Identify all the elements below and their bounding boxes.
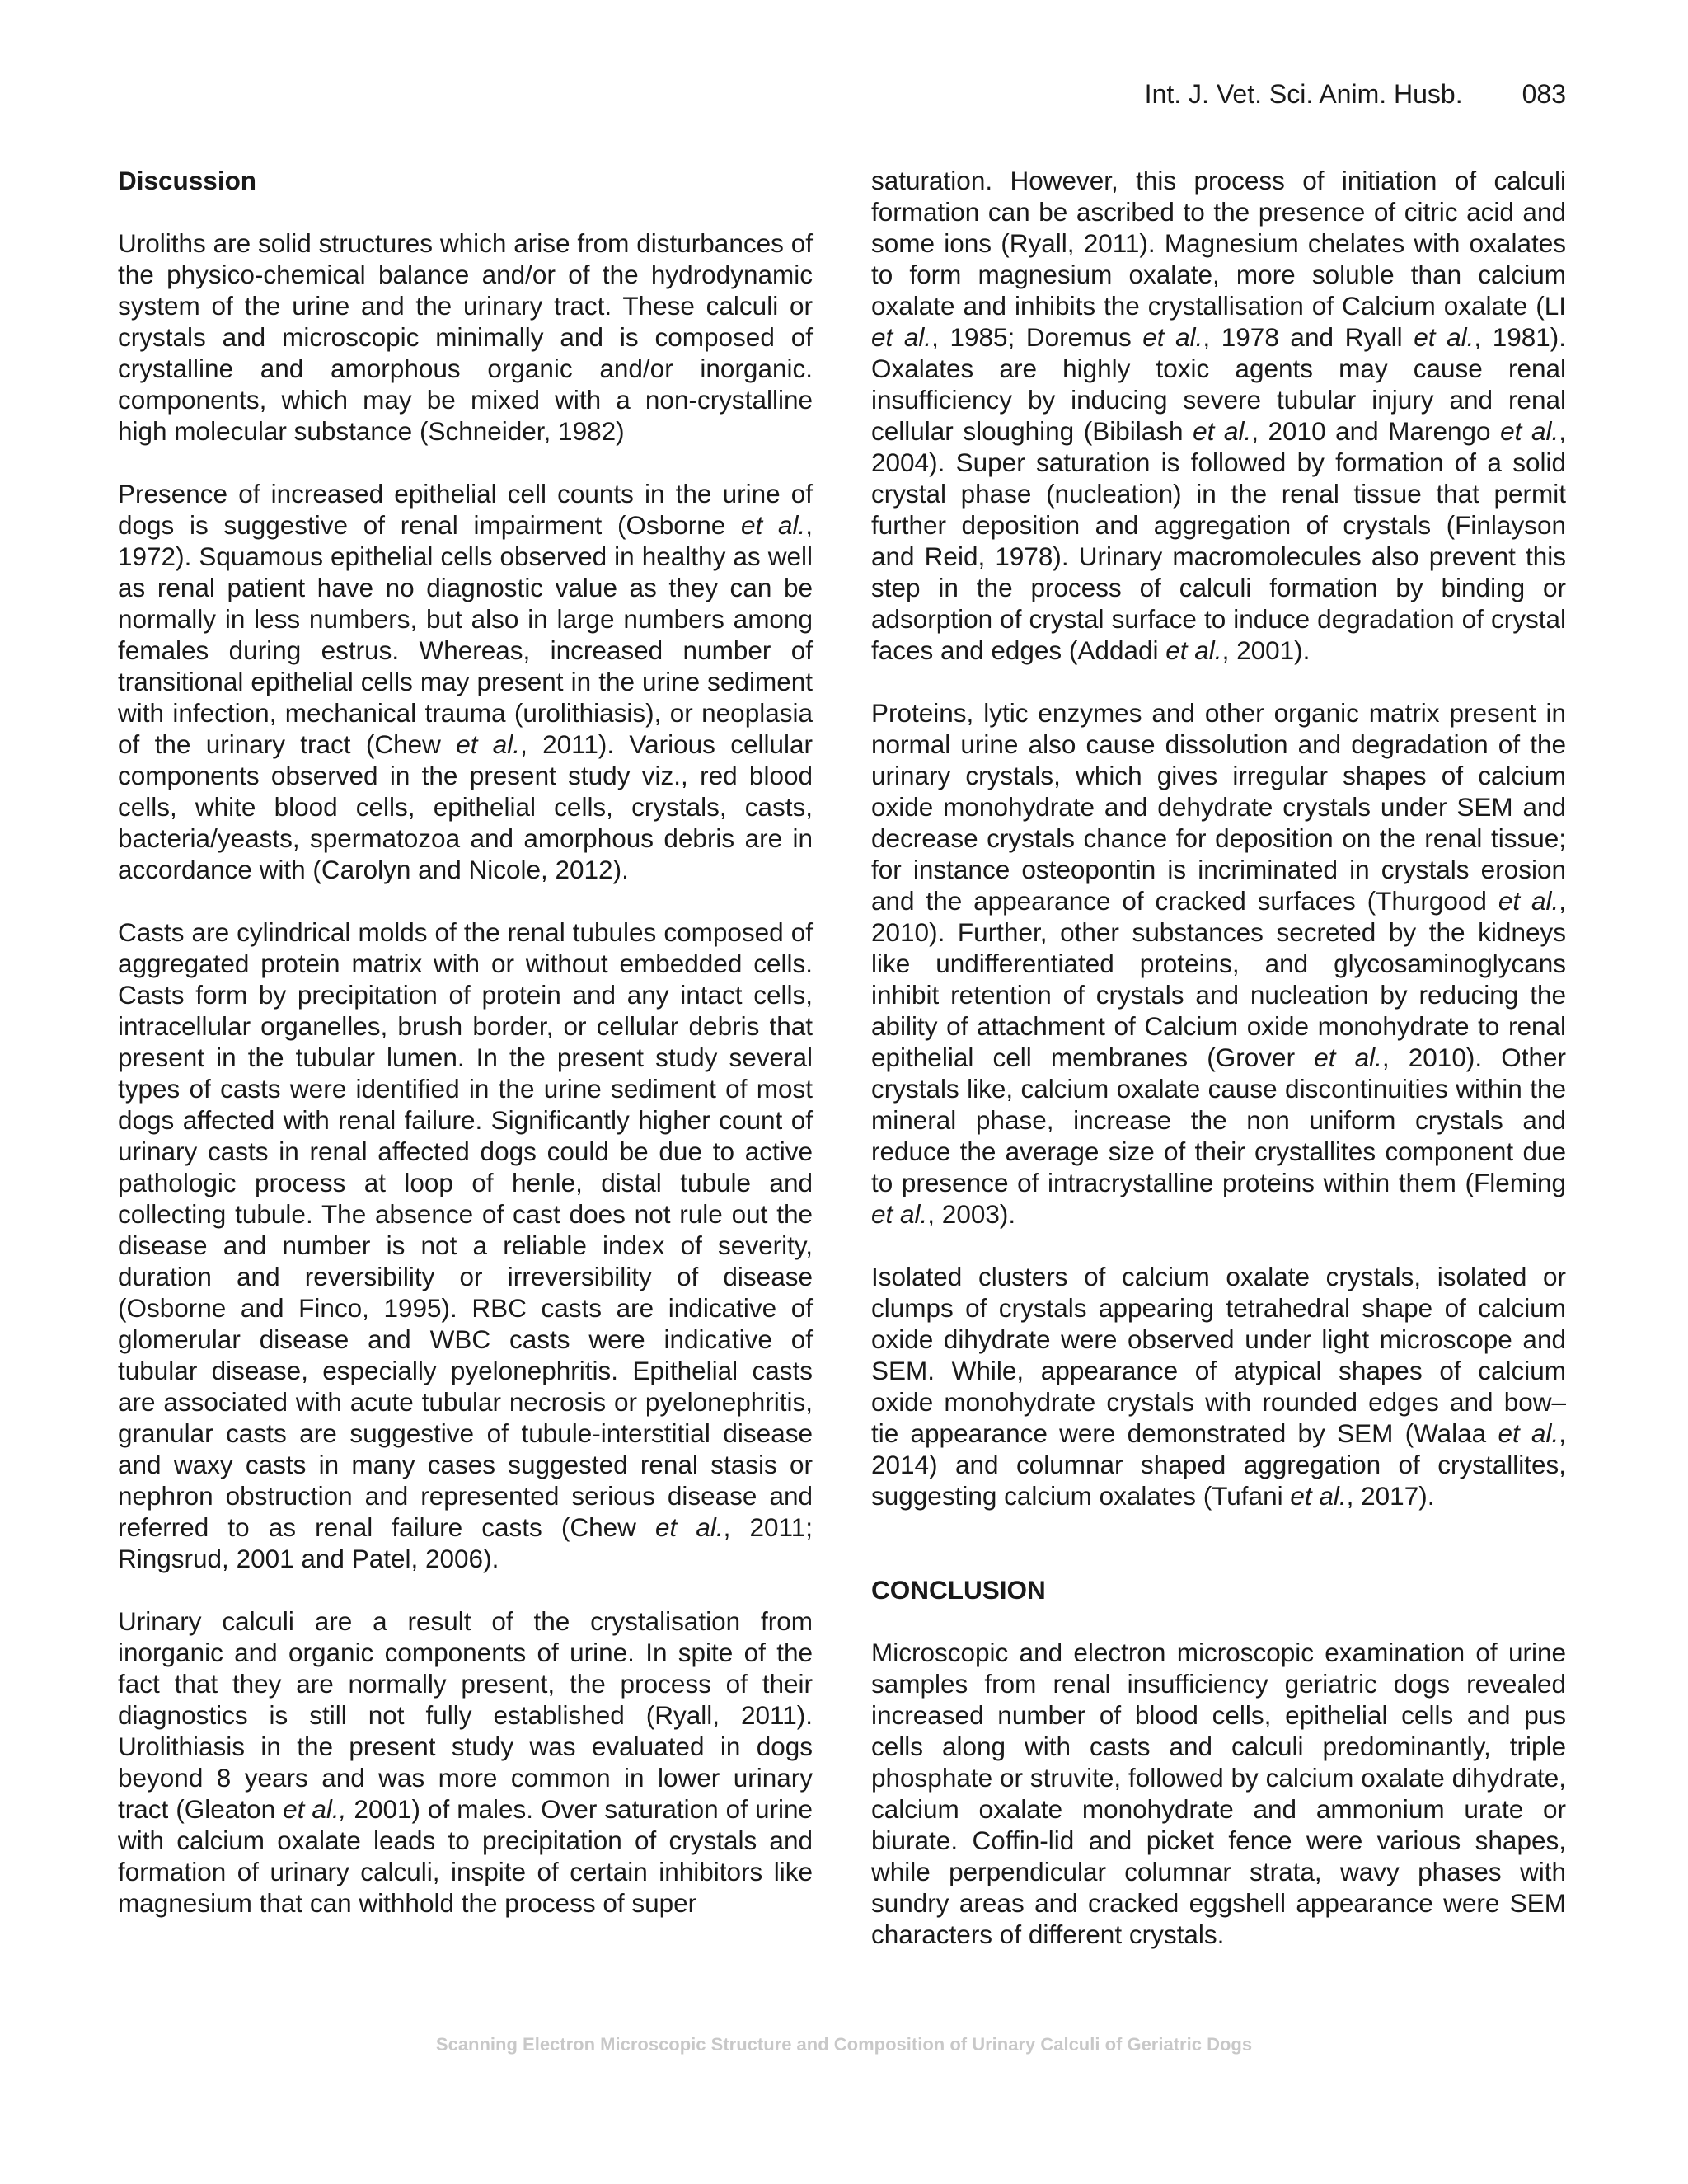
text-run: Casts are cylindrical molds of the renal tubules composed of aggregated protein matrix with or without embedded cells. Casts form by precipitation of protein and any intact cells, intracellular organelles, brush border, or cellular debris that present in the tubular lumen. In the present study several types of casts were identified in the urine sediment of most dogs affected with renal failure. Significantly higher count of urinary casts in renal affected dogs could be due to active pathologic process at loop of henle, distal tubule and collecting tubule. The absence of cast does not rule out the disease and number is not a reliable index of severity, duration and reversibility or irreversibility of disease (Osborne and Finco, 1995). RBC casts are indicative of glomerular disease and WBC casts were indicative of tubular disease, especially pyelonephritis. Epithelial casts are associated with acute tubular necrosis or pyelonephritis, granular casts are suggestive of tubule-interstitial disease and waxy casts in many cases suggested renal stasis or nephron obstruction and represented serious disease and referred to as renal failure casts (Chew bbox=[118, 917, 813, 1542]
conclusion-heading: CONCLUSION bbox=[871, 1575, 1046, 1605]
paragraph-isolated-clusters bbox=[871, 1261, 1566, 1511]
text-run: , 2017). bbox=[1346, 1481, 1435, 1511]
left-column bbox=[118, 165, 813, 1950]
citation-etal: et al. bbox=[1498, 886, 1559, 916]
text-run: , 2010 and Marengo bbox=[1251, 416, 1501, 446]
citation-etal: et al. bbox=[1414, 322, 1475, 352]
text-run: , 2004). Super saturation is followed by formation of a solid crystal phase (nucleation) in the renal tissue that permit further deposition and aggregation of crystals (Finlayson and Reid, 1978). Urinary macromolecules also prevent this step in the process of calculi formation by binding or adsorption of crystal surface to induce degradation of crystal faces and edges (Addadi bbox=[871, 416, 1566, 665]
text-run: , 1978 and Ryall bbox=[1203, 322, 1414, 352]
running-header bbox=[1145, 77, 1566, 110]
paragraph-saturation bbox=[871, 165, 1566, 666]
citation-etal: et al. bbox=[1142, 322, 1203, 352]
text-run: , 2010). Further, other substances secreted by the kidneys like undifferentiated proteins, and glycosaminoglycans inhibit retention of crystals and nucleation by reducing the ability of attachment of Calcium oxide monohydrate to renal epithelial cell membranes (Grover bbox=[871, 886, 1566, 1072]
text-run: , 2010). Other crystals like, calcium oxalate cause discontinuities within the mineral phase, increase the non uniform crystals and reduce the average size of their crystallites component due to presence of intracrystalline proteins within them (Fleming bbox=[871, 1043, 1566, 1197]
citation-etal: et al. bbox=[871, 322, 932, 352]
text-run: , 1981). Oxalates are highly toxic agents may cause renal insufficiency by inducing severe tubular injury and renal cellular sloughing (Bibilash bbox=[871, 322, 1567, 446]
citation-etal: et al. bbox=[654, 1512, 724, 1542]
text-run: , 1972). Squamous epithelial cells observed in healthy as well as renal patient have no diagnostic value as they can be normally in less numbers, but also in large numbers among females during estrus. Whereas, increased number of transitional epithelial cells may present in the urine sediment with infection, mechanical trauma (urolithiasis), or neoplasia of the urinary tract (Chew bbox=[118, 510, 813, 759]
citation-etal: et al. bbox=[1290, 1481, 1347, 1511]
citation-etal: et al. bbox=[1500, 416, 1559, 446]
citation-etal: et al. bbox=[456, 729, 521, 759]
paragraph-casts bbox=[118, 916, 813, 1574]
text-run: , 2014) and columnar shaped aggregation of crystallites, suggesting calcium oxalates (Tufani bbox=[871, 1418, 1566, 1511]
text-run: , 2003). bbox=[927, 1199, 1016, 1229]
text-run: , 1985; Doremus bbox=[931, 322, 1143, 352]
text-run: , 2011; Ringsrud, 2001 and Patel, 2006). bbox=[118, 1512, 813, 1573]
citation-etal: et al. bbox=[871, 1199, 928, 1229]
text-run: Presence of increased epithelial cell counts in the urine of dogs is suggestive of renal impairment (Osborne bbox=[118, 479, 813, 540]
paragraph-epithelial-cells bbox=[118, 478, 813, 885]
citation-etal: et al. bbox=[1314, 1043, 1382, 1072]
paragraph-proteins bbox=[871, 697, 1566, 1230]
citation-etal: et al. bbox=[1193, 416, 1252, 446]
journal-name: Int. J. Vet. Sci. Anim. Husb. bbox=[1144, 79, 1463, 109]
text-run: , 2011). Various cellular components observed in the present study viz., red blood cells, white blood cells, epithelial cells, crystals, casts, bacteria/yeasts, spermatozoa and amorphous debris are in accordance with (Carolyn and Nicole, 2012). bbox=[118, 729, 813, 884]
citation-etal: et al. bbox=[1498, 1418, 1559, 1448]
running-footer: Scanning Electron Microscopic Structure and Composition of Urinary Calculi of Geriatric Dogs bbox=[435, 2034, 1253, 2055]
text-run: , 2001). bbox=[1221, 635, 1311, 665]
page-number: 083 bbox=[1522, 79, 1566, 109]
citation-etal: et al., bbox=[283, 1794, 347, 1824]
text-run: Isolated clusters of calcium oxalate crystals, isolated or clumps of crystals appearing tetrahedral shape of calcium oxide dihydrate were observed under light microscope and SEM. While, appearance of atypical shapes of calcium oxide monohydrate crystals with rounded edges and bow–tie appearance were demonstrated by SEM (Walaa bbox=[871, 1262, 1566, 1448]
citation-etal: et al. bbox=[1165, 635, 1222, 665]
paragraph-urinary-calculi bbox=[118, 1605, 813, 1919]
text-run: saturation. However, this process of initiation of calculi formation can be ascribed to the presence of citric acid and some ions (Ryall, 2011). Magnesium chelates with oxalates to form magnesium oxalate, more soluble than calcium oxalate and inhibits the crystallisation of Calcium oxalate (LI bbox=[871, 166, 1566, 321]
paragraph-uroliths: Uroliths are solid structures which arise from disturbances of the physico-chemical balance and/or of the hydrodynamic system of the urine and the urinary tract. These calculi or crystals and microscopic minimally and is composed of crystalline and amorphous organic and/or inorganic. components, which may be mixed with a non-crystalline high molecular substance (Schneider, 1982) bbox=[118, 228, 813, 446]
discussion-heading: Discussion bbox=[118, 166, 257, 195]
text-run: 2001) of males. Over saturation of urine with calcium oxalate leads to precipitation of crystals and formation of urinary calculi, inspite of certain inhibitors like magnesium that can withhold the process of super bbox=[118, 1794, 814, 1918]
right-column bbox=[871, 165, 1566, 1981]
paragraph-conclusion: Microscopic and electron microscopic examination of urine samples from renal insufficiency geriatric dogs revealed increased number of blood cells, epithelial cells and pus cells along with casts and calculi predominantly, triple phosphate or struvite, followed by calcium oxalate dihydrate, calcium oxalate monohydrate and ammonium urate or biurate. Coffin-lid and picket fence were various shapes, while perpendicular columnar strata, wavy phases with sundry areas and cracked eggshell appearance were SEM characters of different crystals. bbox=[871, 1638, 1566, 1949]
text-run: Proteins, lytic enzymes and other organic matrix present in normal urine also cause dissolution and degradation of the urinary crystals, which gives irregular shapes of calcium oxide monohydrate and dehydrate crystals under SEM and decrease crystals chance for deposition on the renal tissue; for instance osteopontin is incriminated in crystals erosion and the appearance of cracked surfaces (Thurgood bbox=[871, 698, 1566, 916]
citation-etal: et al. bbox=[740, 510, 806, 540]
text-run: Urinary calculi are a result of the crystalisation from inorganic and organic components of urine. In spite of the fact that they are normally present, the process of their diagnostics is still not fully established (Ryall, 2011). Urolithiasis in the present study was evaluated in dogs beyond 8 years and was more common in lower urinary tract (Gleaton bbox=[118, 1606, 813, 1824]
